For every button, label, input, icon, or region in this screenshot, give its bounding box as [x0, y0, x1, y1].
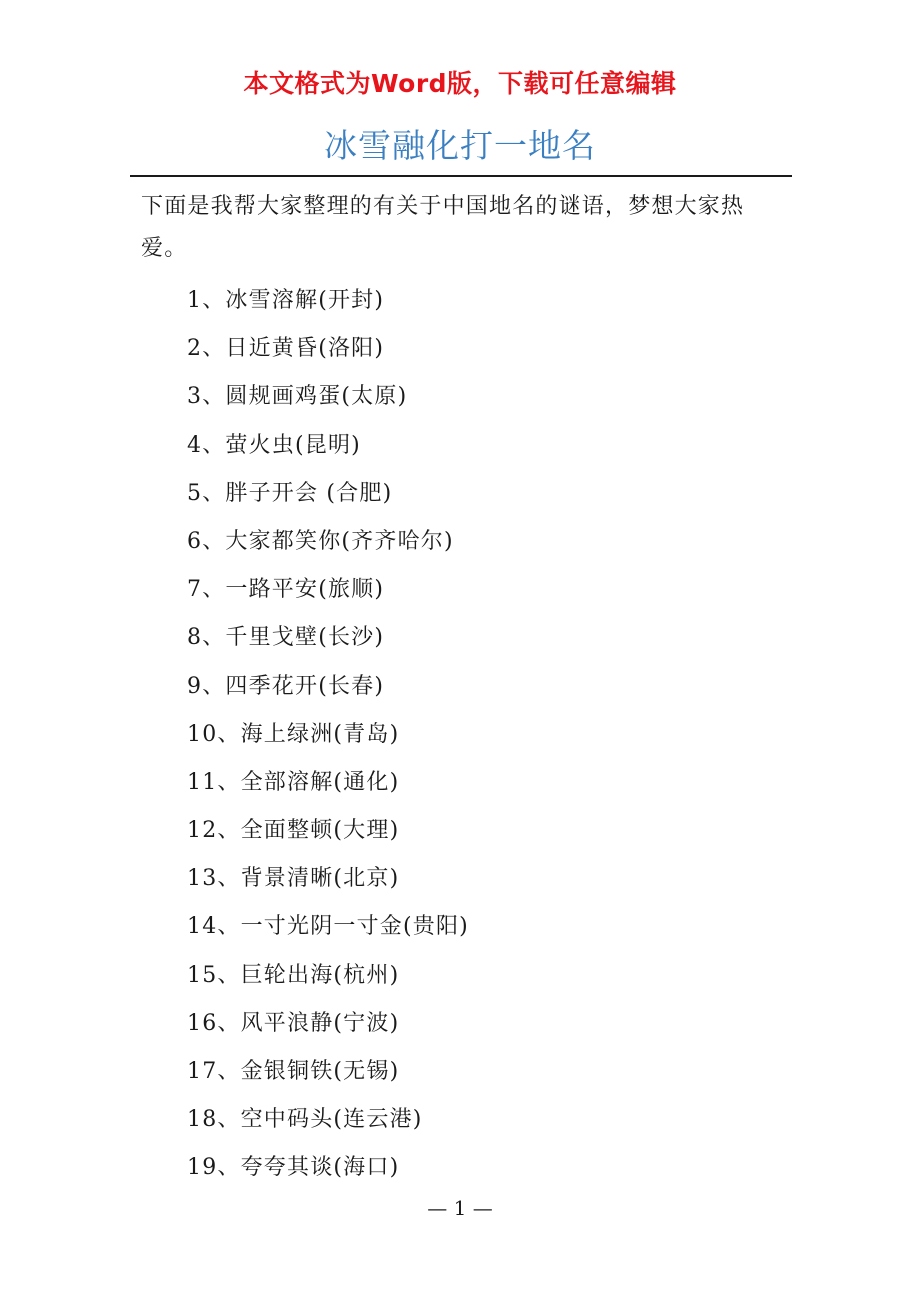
- riddle-item: 7、一路平安(旅顺): [187, 577, 385, 603]
- riddle-item: 14、一寸光阴一寸金(贵阳): [187, 914, 469, 940]
- riddle-list: [187, 277, 469, 1193]
- riddle-item: 18、空中码头(连云港): [187, 1107, 423, 1133]
- format-notice-banner: 本文格式为Word版，下载可任意编辑: [243, 69, 677, 98]
- riddle-item: 1、冰雪溶解(开封): [187, 288, 385, 313]
- riddle-item: 9、四季花开(长春): [187, 673, 385, 699]
- riddle-item: 10、海上绿洲(青岛): [187, 721, 400, 747]
- riddle-item: 2、日近黄昏(洛阳): [187, 336, 385, 362]
- riddle-item: 4、萤火虫(昆明): [187, 432, 361, 458]
- intro-paragraph: 下面是我帮大家整理的有关于中国地名的谜语，梦想大家热爱。: [141, 194, 745, 261]
- riddle-item: 13、背景清晰(北京): [187, 866, 400, 892]
- riddle-item: 8、千里戈壁(长沙): [187, 625, 385, 651]
- riddle-item: 19、夸夸其谈(海口): [187, 1155, 400, 1181]
- title-divider: [130, 175, 792, 177]
- riddle-item: 12、全面整顿(大理): [187, 818, 400, 844]
- riddle-item: 11、全部溶解(通化): [187, 769, 400, 795]
- riddle-item: 16、风平浪静(宁波): [187, 1010, 400, 1036]
- page-number: — 1 —: [427, 1196, 493, 1220]
- riddle-item: 17、金银铜铁(无锡): [187, 1059, 400, 1084]
- riddle-item: 5、胖子开会 (合肥): [187, 480, 393, 506]
- riddle-item: 3、圆规画鸡蛋(太原): [187, 384, 408, 410]
- riddle-item: 6、大家都笑你(齐齐哈尔): [187, 528, 454, 554]
- document-title: 冰雪融化打一地名: [324, 126, 596, 165]
- riddle-item: 15、巨轮出海(杭州): [187, 962, 400, 988]
